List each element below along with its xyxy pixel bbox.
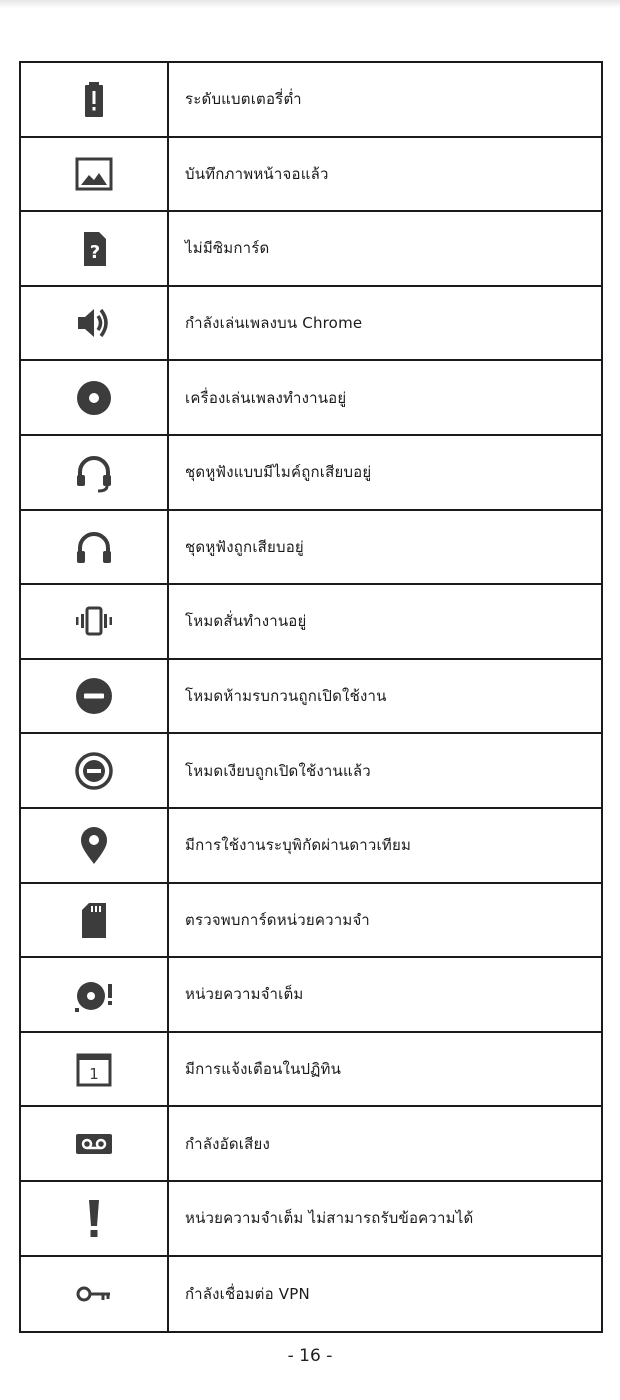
table-row [21,287,601,362]
voicemail-icon [70,1120,118,1168]
row-label: หน่วยความจำเต็ม ไม่สามารถรับข้อความได้ [185,1209,474,1228]
page-top-edge [0,0,620,8]
row-label: โหมดสั่นทำงานอยู่ [185,612,307,631]
row-label: มีการใช้งานระบุพิกัดผ่านดาวเทียม [185,836,412,855]
row-label: กำลังอัดเสียง [185,1134,270,1153]
table-row [21,436,601,511]
sd-card-icon [70,896,118,944]
row-label: กำลังเล่นเพลงบน Chrome [185,314,363,333]
storage-full-icon [70,970,118,1018]
table-row [21,958,601,1033]
row-label: กำลังเชื่อมต่อ VPN [185,1284,310,1303]
row-label: ชุดหูฟังแบบมีไมค์ถูกเสียบอยู่ [185,463,372,482]
calendar-icon-day: 1 [89,1065,99,1084]
row-label: โหมดเงียบถูกเปิดใช้งานแล้ว [185,761,371,780]
table-row [21,63,601,138]
table-row [21,361,601,436]
table-row [21,138,601,213]
row-label: มีการแจ้งเตือนในปฏิทิน [185,1060,342,1079]
silent-mode-icon [70,747,118,795]
music-disc-icon [70,374,118,422]
headphones-icon [70,523,118,571]
row-label: ระดับแบตเตอรี่ต่ำ [185,90,302,109]
vibrate-icon [70,597,118,645]
table-row [21,511,601,586]
table-row [21,1182,601,1257]
do-not-disturb-icon [70,672,118,720]
battery-low-icon [70,75,118,123]
headset-mic-icon [70,448,118,496]
table-row [21,660,601,735]
row-label: หน่วยความจำเต็ม [185,985,304,1004]
row-label: ชุดหูฟังถูกเสียบอยู่ [185,537,304,556]
calendar-icon [70,1045,118,1093]
table-row [21,1107,601,1182]
no-sim-icon-glyph: ? [89,242,101,264]
table-row [21,884,601,959]
exclamation-icon [70,1194,118,1242]
status-icon-table [19,61,603,1333]
row-label: ไม่มีซิมการ์ด [185,239,270,258]
table-row [21,585,601,660]
row-label: โหมดห้ามรบกวนถูกเปิดใช้งาน [185,687,387,706]
row-label: บันทึกภาพหน้าจอแล้ว [185,164,329,183]
screenshot-icon [70,150,118,198]
row-label: เครื่องเล่นเพลงทำงานอยู่ [185,388,347,407]
location-pin-icon [70,821,118,869]
table-row [21,212,601,287]
table-row [21,809,601,884]
row-label: ตรวจพบการ์ดหน่วยความจำ [185,910,370,929]
table-row [21,734,601,809]
vpn-key-icon [70,1270,118,1318]
no-sim-icon [70,224,118,272]
table-row [21,1257,601,1332]
page-number: - 16 - [287,1346,333,1366]
table-row [21,1033,601,1108]
speaker-icon [70,299,118,347]
